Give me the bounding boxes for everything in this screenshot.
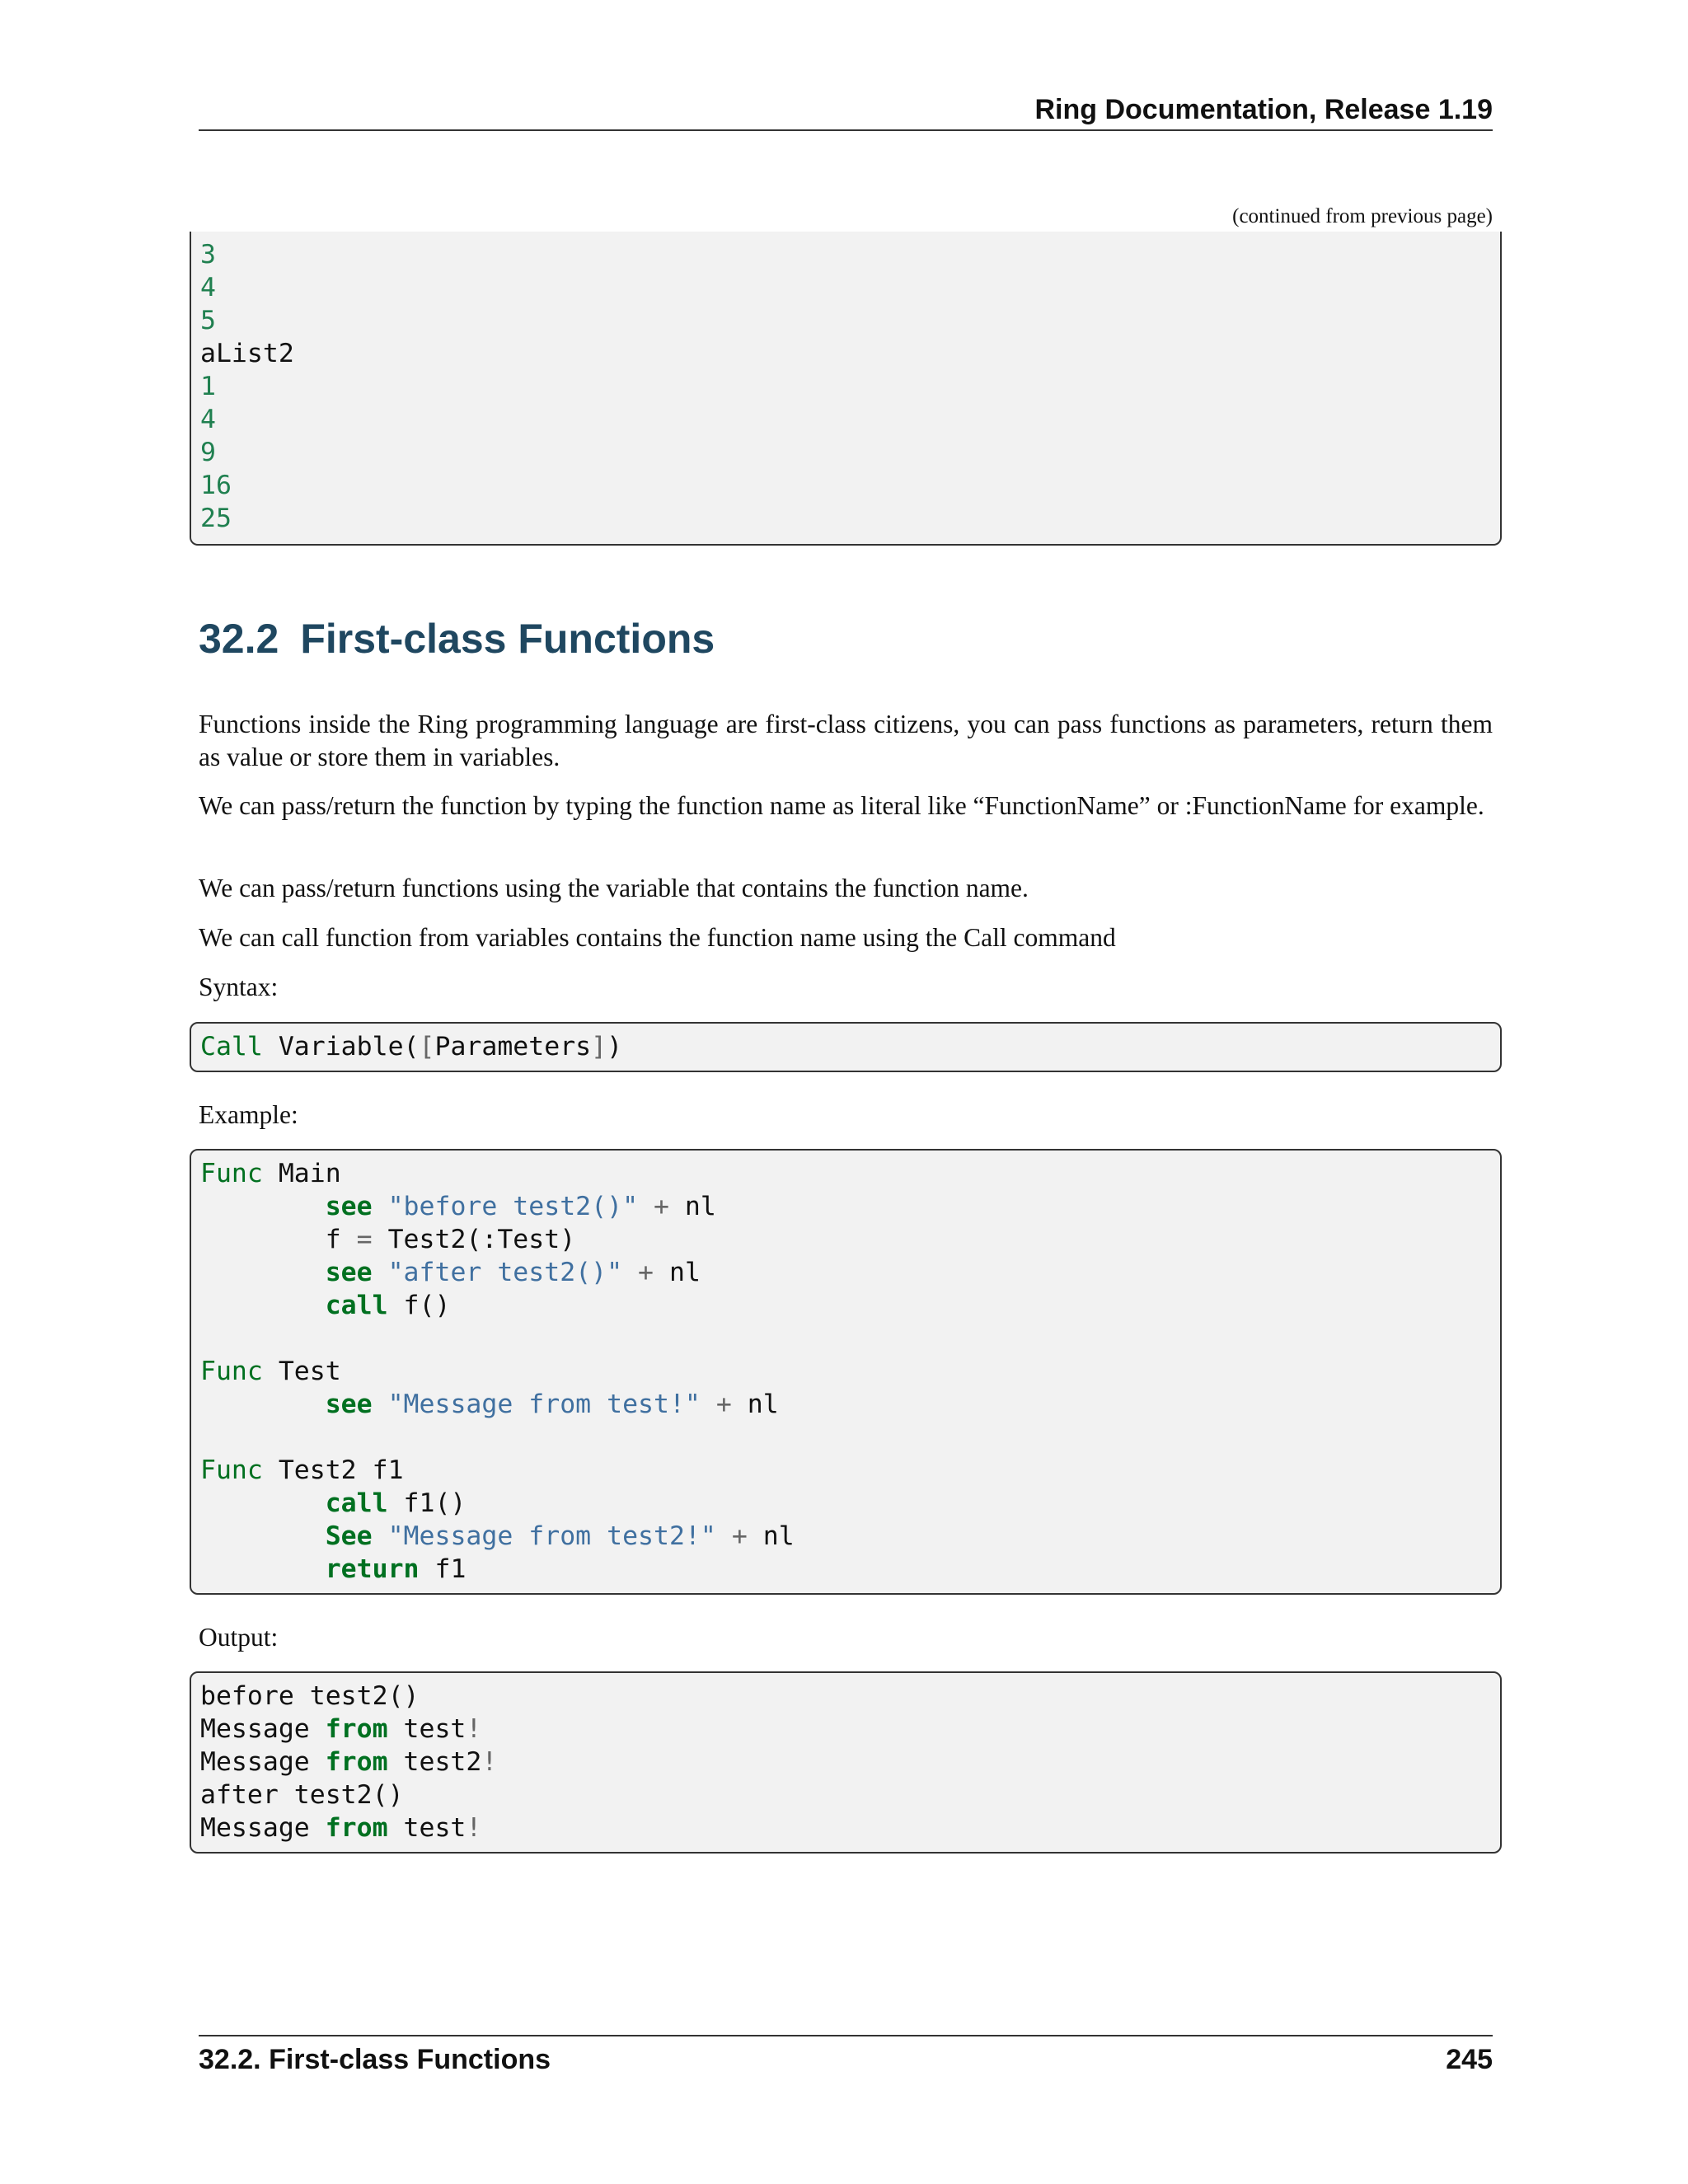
code-token-str: "Message from test!" [387, 1390, 701, 1419]
header-divider [199, 129, 1493, 131]
code-token-op: + [654, 1192, 669, 1221]
code-line [200, 1322, 1500, 1355]
code-line [200, 1713, 1500, 1746]
running-header: Ring Documentation, Release 1.19 [1034, 94, 1493, 125]
paragraph-intro: Functions inside the Ring programming language are first-class citizens, you can pass functions as parameters, return them as value or store them in variables. [199, 710, 1493, 771]
code-line [200, 370, 1500, 403]
code-line [200, 1454, 1500, 1487]
section-heading [199, 610, 715, 668]
code-token-kw: from [325, 1714, 388, 1744]
code-token-num: 4 [200, 273, 216, 302]
code-line [200, 1553, 1500, 1586]
code-token: nl [668, 1192, 716, 1221]
code-token-num: 4 [200, 405, 216, 434]
code-token [373, 1258, 388, 1287]
code-token-kw-n: Func [200, 1159, 263, 1188]
code-token: nl [731, 1390, 779, 1419]
code-token-kw: See [325, 1521, 373, 1551]
code-token-str: "after test2()" [387, 1258, 623, 1287]
code-token-num: 16 [200, 471, 232, 500]
code-token-kw: from [325, 1813, 388, 1843]
code-token-kw: call [325, 1488, 388, 1518]
code-token [200, 1390, 326, 1419]
code-line [200, 1223, 1500, 1256]
code-token-kw: see [325, 1390, 373, 1419]
code-line [200, 403, 1500, 436]
section-number: 32.2 [199, 616, 279, 662]
section-title-text: First-class Functions [300, 616, 715, 662]
code-token-op: + [715, 1390, 732, 1419]
code-line [200, 1680, 1500, 1713]
code-line [200, 337, 1500, 370]
code-block-output [190, 1671, 1502, 1854]
code-token [373, 1390, 388, 1419]
code-block-continued [190, 232, 1502, 546]
code-line [200, 1421, 1500, 1454]
code-token [373, 1192, 388, 1221]
output-label: Output: [199, 1623, 279, 1652]
code-line [200, 502, 1500, 535]
code-token-kw: from [325, 1747, 388, 1777]
code-line [200, 1190, 1500, 1223]
code-token-op: + [731, 1521, 748, 1551]
code-token: Message [200, 1747, 326, 1777]
code-token-op: + [638, 1258, 654, 1287]
code-token [701, 1390, 716, 1419]
code-token: Main [262, 1159, 341, 1188]
code-token-kw: return [325, 1554, 420, 1584]
code-token-op: [ [419, 1032, 435, 1062]
code-line [200, 436, 1500, 469]
code-line [200, 271, 1500, 304]
code-token: f1() [387, 1488, 467, 1518]
code-token: f [200, 1225, 357, 1254]
code-token-num: 3 [200, 240, 216, 269]
code-token: test [387, 1714, 467, 1744]
footer-divider [199, 2035, 1493, 2036]
code-line [200, 1388, 1500, 1421]
code-line [200, 1520, 1500, 1553]
code-token-str: "Message from test2!" [387, 1521, 716, 1551]
code-token-kw: call [325, 1291, 388, 1320]
code-token: ) [607, 1032, 623, 1062]
code-line [200, 1487, 1500, 1520]
code-token-kw: see [325, 1258, 373, 1287]
code-line [200, 1256, 1500, 1289]
code-token: Variable( [262, 1032, 420, 1062]
code-token: test [387, 1813, 467, 1843]
code-token-kw-n: Call [200, 1032, 263, 1062]
code-token [373, 1521, 388, 1551]
code-token [638, 1192, 654, 1221]
continued-note: (continued from previous page) [1232, 205, 1493, 227]
code-token: Test2 f1 [262, 1455, 404, 1485]
code-token: Test [262, 1357, 341, 1386]
paragraph-pass-return: We can pass/return the function by typing the function name as literal like “FunctionName” or :FunctionName for example. [199, 791, 1484, 820]
code-token-kw-n: Func [200, 1357, 263, 1386]
code-token-num: 9 [200, 438, 216, 467]
code-line [200, 1157, 1500, 1190]
code-token [716, 1521, 732, 1551]
code-line [200, 1811, 1500, 1844]
code-token: nl [654, 1258, 701, 1287]
code-line [200, 1355, 1500, 1388]
code-token-kw-n: Func [200, 1455, 263, 1485]
code-token [200, 1192, 326, 1221]
code-token: Message [200, 1813, 326, 1843]
code-token: Parameters [434, 1032, 592, 1062]
code-line [200, 469, 1500, 502]
code-token-op: = [356, 1225, 373, 1254]
code-token-str: "before test2()" [387, 1192, 639, 1221]
code-token-op: ! [466, 1714, 482, 1744]
code-token: test2 [387, 1747, 482, 1777]
code-token [200, 1258, 326, 1287]
code-token-num: 1 [200, 372, 216, 401]
code-line [200, 1779, 1500, 1811]
footer-section: 32.2. First-class Functions [199, 2044, 551, 2075]
code-token [200, 1521, 326, 1551]
code-token [200, 1554, 326, 1584]
code-token-num: 25 [200, 504, 232, 533]
paragraph-variable: We can pass/return functions using the variable that contains the function name. [199, 874, 1029, 902]
code-token [200, 1291, 326, 1320]
syntax-label: Syntax: [199, 972, 279, 1001]
code-token-op: ! [481, 1747, 498, 1777]
paragraph-call-command: We can call function from variables contains the function name using the Call command [199, 923, 1116, 952]
code-token: Message [200, 1714, 326, 1744]
code-line [200, 1030, 1500, 1063]
code-token [622, 1258, 638, 1287]
code-block-example [190, 1149, 1502, 1595]
code-line [200, 304, 1500, 337]
code-token: after test2() [200, 1780, 404, 1810]
code-token-op: ! [466, 1813, 482, 1843]
page-number: 245 [1446, 2044, 1493, 2075]
example-label: Example: [199, 1100, 298, 1129]
code-token-num: 5 [200, 306, 216, 335]
code-block-syntax [190, 1022, 1502, 1072]
code-token-op: ] [591, 1032, 607, 1062]
code-line [200, 1746, 1500, 1779]
code-token-kw: see [325, 1192, 373, 1221]
code-token: aList2 [200, 339, 294, 368]
code-line [200, 1289, 1500, 1322]
code-token: f() [387, 1291, 451, 1320]
code-token: before test2() [200, 1681, 420, 1711]
code-token: nl [747, 1521, 795, 1551]
code-token: f1 [419, 1554, 467, 1584]
code-token [200, 1488, 326, 1518]
code-token: Test2(:Test) [372, 1225, 576, 1254]
code-line [200, 238, 1500, 271]
